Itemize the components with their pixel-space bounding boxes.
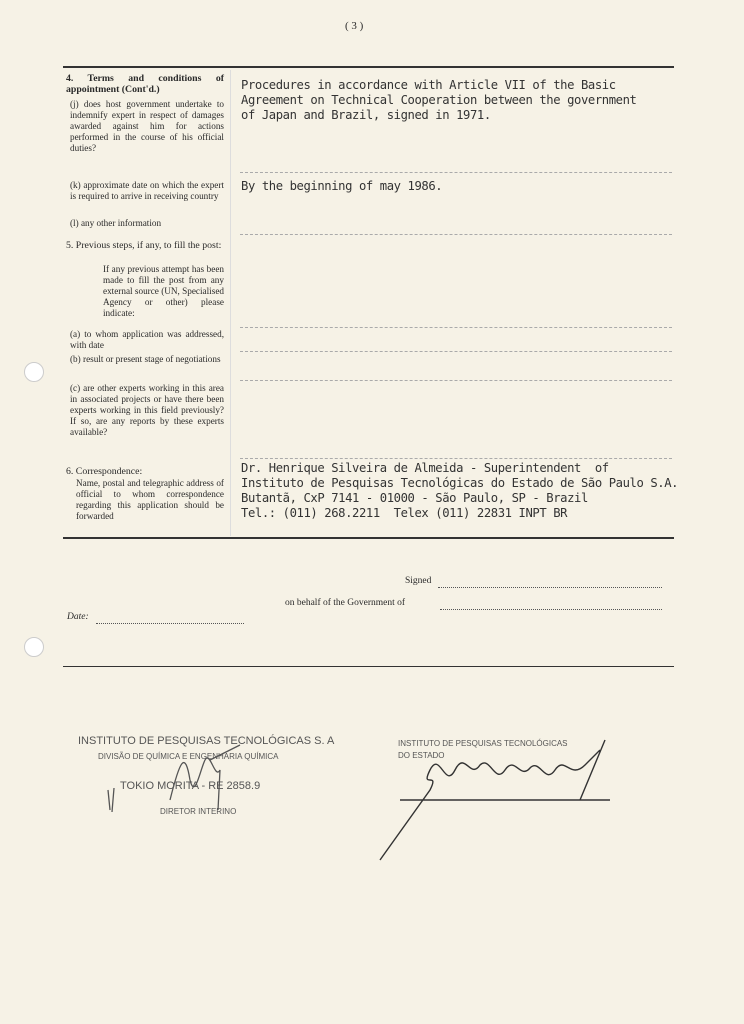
- divider: [240, 234, 672, 235]
- divider: [240, 327, 672, 328]
- divider: [240, 380, 672, 381]
- item-j-label: (j) does host government undertake to indemnify expert in respect of damages awarded against him for actions performed in the course of his official duties?: [70, 99, 224, 153]
- section-6-answer: Dr. Henrique Silveira de Almeida - Superintendent of Instituto de Pesquisas Tecnológicas do Estado de São Paulo S.A. Butantã, CxP 7141 - 01000 - São Paulo, SP - Brazil Tel.: (011) 268.2211 Telex (011) 22831 INPT BR: [241, 461, 679, 520]
- stamp-right-line2: DO ESTADO: [398, 751, 445, 760]
- item-b-label: (b) result or present stage of negotiations: [70, 354, 221, 364]
- government-field[interactable]: [440, 598, 662, 610]
- stamp-left-line4: DIRETOR INTERINO: [160, 807, 237, 816]
- section-6-title: 6. Correspondence:: [66, 466, 143, 477]
- column-divider: [230, 70, 231, 536]
- page-number: ( 3 ): [345, 20, 364, 32]
- section-6-label: Name, postal and telegraphic address of official to whom correspondence regarding this application should be forwarded: [76, 478, 224, 521]
- signed-field[interactable]: [438, 576, 662, 588]
- section-5-intro: If any previous attempt has been made to fill the post from any external source (UN, Specialised Agency or other) please indicate:: [103, 264, 224, 318]
- item-k-answer: By the beginning of may 1986.: [241, 179, 443, 193]
- punch-hole: [24, 637, 44, 657]
- item-k-label: (k) approximate date on which the expert is required to arrive in receiving country: [70, 180, 224, 201]
- stamp-left-line1: INSTITUTO DE PESQUISAS TECNOLÓGICAS S. A: [78, 735, 335, 747]
- divider: [240, 458, 672, 459]
- item-c-label: (c) are other experts working in this area in associated projects or have there been experts working in this field previously? If so, are any reports by these experts available?: [70, 383, 224, 437]
- stamp-right-line1: INSTITUTO DE PESQUISAS TECNOLÓGICAS: [398, 739, 568, 748]
- item-a-label: (a) to whom application was addressed, with date: [70, 329, 224, 350]
- signed-label: Signed: [405, 576, 432, 586]
- divider: [240, 172, 672, 173]
- item-j-answer: Procedures in accordance with Article VII of the Basic Agreement on Technical Cooperation between the government of Japan and Brazil, signed in 1971.: [241, 78, 637, 122]
- bottom-rule: [63, 537, 674, 539]
- stamp-left-line2: DIVISÃO DE QUÍMICA E ENGENHARIA QUÍMICA: [98, 752, 279, 761]
- punch-hole: [24, 362, 44, 382]
- signature-left: [100, 740, 340, 830]
- item-l-label: (l) any other information: [70, 218, 162, 228]
- stamp-left-line3: TOKIO MORITA - RE 2858.9: [120, 780, 261, 792]
- divider: [240, 351, 672, 352]
- top-rule: [63, 66, 674, 68]
- signature-right: [370, 730, 630, 865]
- section-5-title: 5. Previous steps, if any, to fill the post:: [66, 240, 222, 251]
- date-label: Date:: [67, 612, 89, 622]
- date-field[interactable]: [96, 612, 244, 624]
- section-4-title: 4. Terms and conditions of appointment (Cont'd.): [66, 73, 224, 95]
- footer-rule: [63, 666, 674, 667]
- behalf-label: on behalf of the Government of: [285, 598, 406, 608]
